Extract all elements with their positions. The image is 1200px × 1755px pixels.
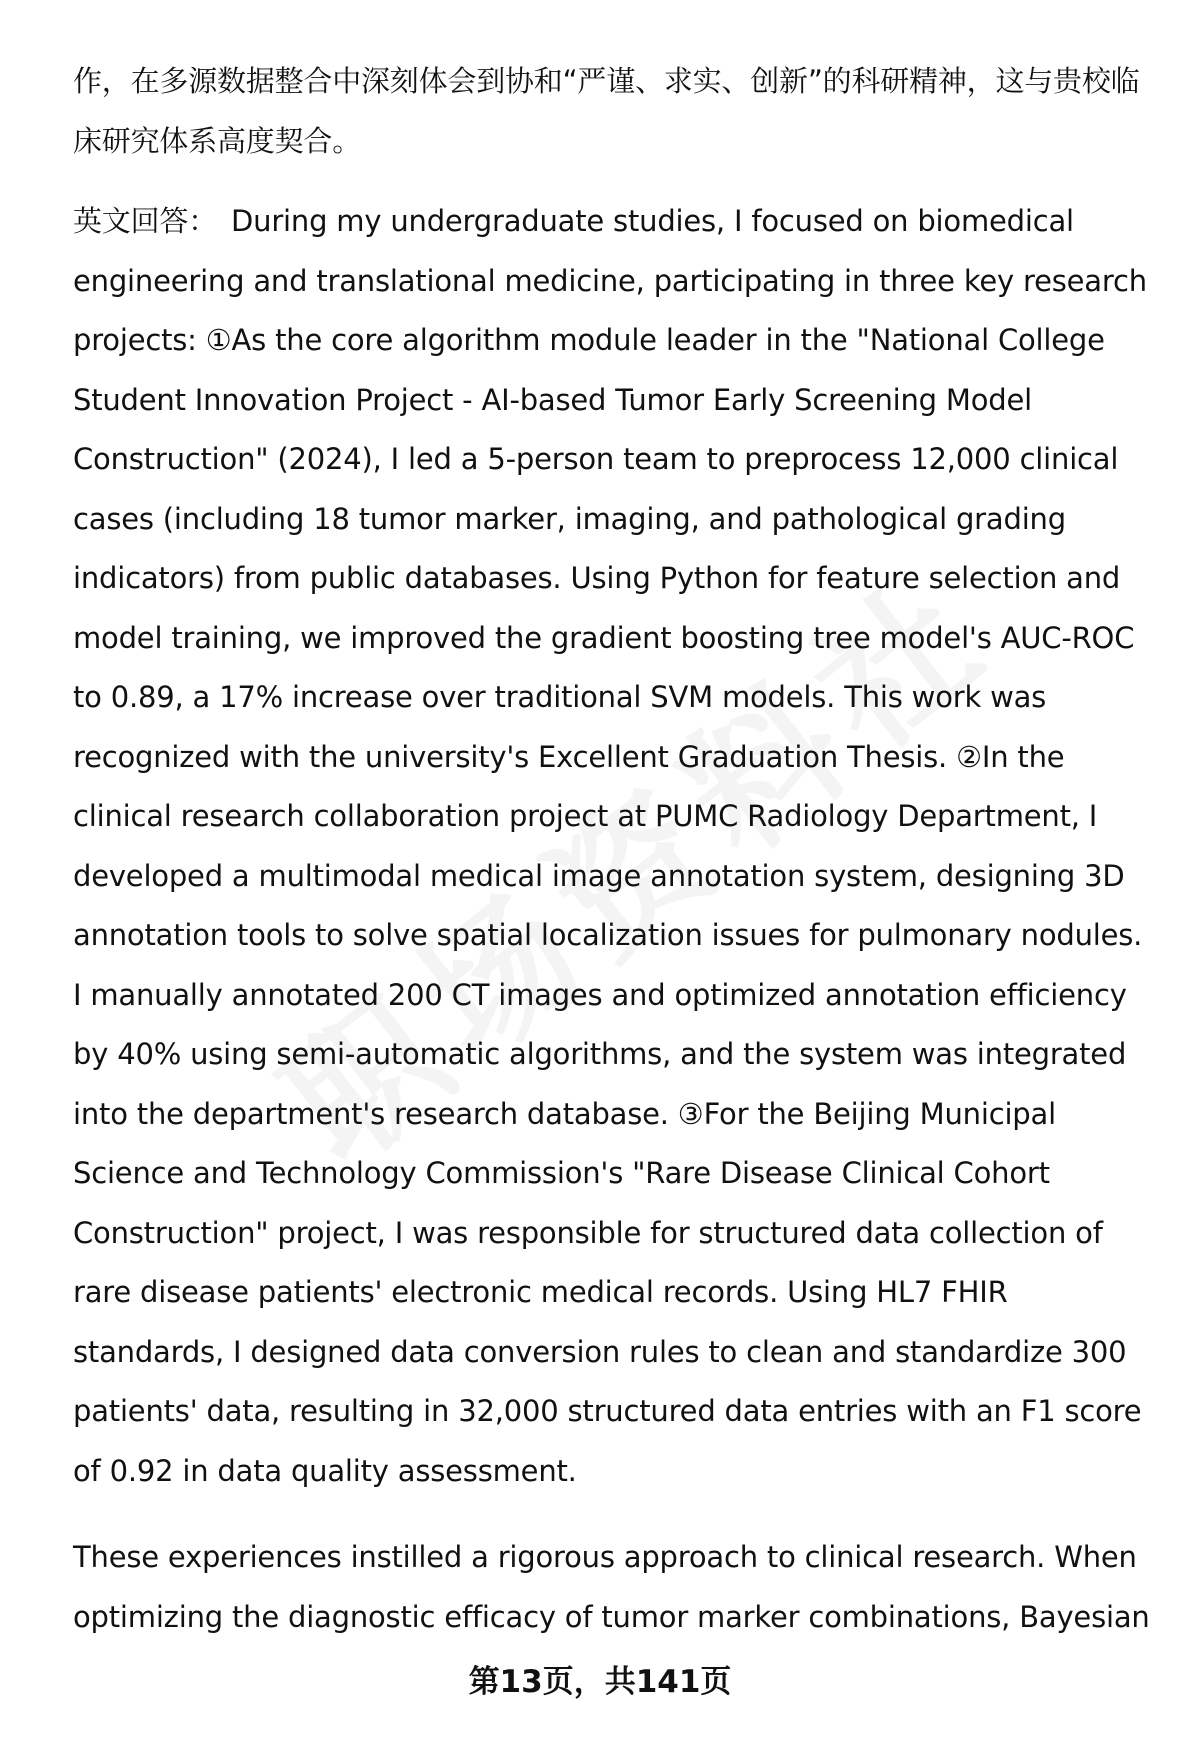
document-body: [73, 52, 1158, 1647]
english-answer-label: 英文回答：: [73, 204, 218, 238]
english-answer-paragraph: [73, 192, 1158, 1501]
english-answer-text: During my undergraduate studies, I focused on biomedical engineering and translational medicine, participating in three key research projects: ①As the core algorithm module leader in the "National College Student Innovation Project - AI-based Tumor Early Screening Model Construction" (2024), I led a 5-person team to preprocess 12,000 clinical cases (including 18 tumor marker, imaging, and pathological grading indicators) from public databases. Using Python for feature selection and model training, we improved the gradient boosting tree model's AUC-ROC to 0.89, a 17% increase over traditional SVM models. This work was recognized with the university's Excellent Graduation Thesis. ②In the clinical research collaboration project at PUMC Radiology Department, I developed a multimodal medical image annotation system, designing 3D annotation tools to solve spatial localization issues for pulmonary nodules. I manually annotated 200 CT images and optimized annotation efficiency by 40% using semi-automatic algorithms, and the system was integrated into the department's research database. ③For the Beijing Municipal Science and Technology Commission's "Rare Disease Clinical Cohort Construction" project, I was responsible for structured data collection of rare disease patients' electronic medical records. Using HL7 FHIR standards, I designed data conversion rules to clean and standardize 300 patients' data, resulting in 32,000 structured data entries with an F1 score of 0.92 in data quality assessment.: [73, 204, 1147, 1488]
intro-paragraph-end: 作，在多源数据整合中深刻体会到协和“严谨、求实、创新”的科研精神，这与贵校临床研究体系高度契合。: [73, 64, 1140, 158]
closing-paragraph-start: These experiences instilled a rigorous approach to clinical research. When optimizing the diagnostic efficacy of tumor marker combinations, Bayesian: [73, 1540, 1150, 1634]
page-indicator: 第13页，共141页: [468, 1664, 732, 1700]
